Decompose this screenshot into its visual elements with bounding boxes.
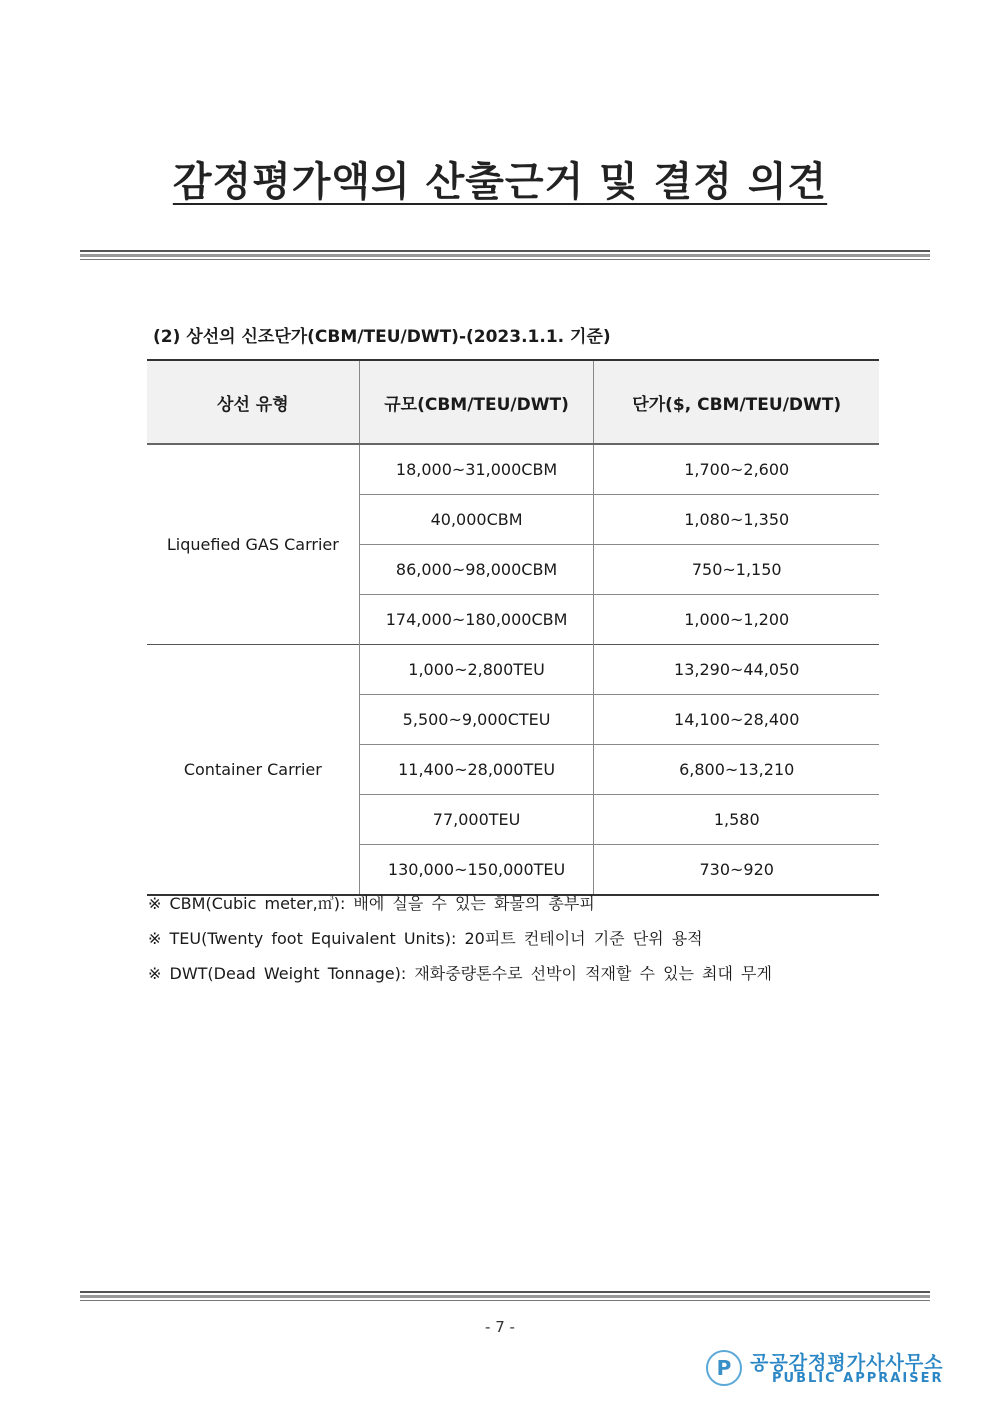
footer-divider (80, 1291, 930, 1301)
organization-logo (706, 1348, 944, 1388)
price-cell: 13,290~44,050 (594, 645, 879, 695)
table-header-row (147, 360, 879, 444)
price-cell: 6,800~13,210 (594, 745, 879, 795)
organization-name-korean: 공공감정평가사사무소 (750, 1352, 944, 1374)
price-cell: 14,100~28,400 (594, 695, 879, 745)
page-number: - 7 - (485, 1318, 515, 1336)
price-cell: 1,700~2,600 (594, 444, 879, 495)
logo-p-icon: P (706, 1350, 742, 1386)
scale-cell: 130,000~150,000TEU (359, 845, 594, 896)
section-title: (2) 상선의 신조단가(CBM/TEU/DWT)-(2023.1.1. 기준) (153, 327, 611, 347)
scale-cell: 77,000TEU (359, 795, 594, 845)
vessel-type-cell: Container Carrier (147, 645, 359, 896)
organization-name-english: PUBLIC APPRAISER (772, 1371, 944, 1386)
scale-cell: 11,400~28,000TEU (359, 745, 594, 795)
header-scale: 규모(CBM/TEU/DWT) (359, 360, 594, 444)
price-cell: 1,080~1,350 (594, 495, 879, 545)
price-cell: 1,580 (594, 795, 879, 845)
footnote-cbm: ※ CBM(Cubic meter,㎥): 배에 실을 수 있는 화물의 총부피 (148, 894, 595, 913)
header-unit-price: 단가($, CBM/TEU/DWT) (594, 360, 879, 444)
table-row (147, 444, 879, 495)
footnote-dwt: ※ DWT(Dead Weight Tonnage): 재화중량톤수로 선박이 적재할 수 있는 최대 무게 (148, 964, 772, 983)
scale-cell: 174,000~180,000CBM (359, 595, 594, 645)
scale-cell: 40,000CBM (359, 495, 594, 545)
table-row (147, 645, 879, 695)
price-cell: 1,000~1,200 (594, 595, 879, 645)
scale-cell: 1,000~2,800TEU (359, 645, 594, 695)
scale-cell: 5,500~9,000CTEU (359, 695, 594, 745)
header-divider (80, 250, 930, 260)
header-vessel-type: 상선 유형 (147, 360, 359, 444)
scale-cell: 18,000~31,000CBM (359, 444, 594, 495)
price-cell: 730~920 (594, 845, 879, 896)
footnotes (148, 891, 772, 996)
footnote-teu: ※ TEU(Twenty foot Equivalent Units): 20피트 컨테이너 기준 단위 용적 (148, 929, 703, 948)
page-title: 감정평가액의 산출근거 및 결정 의견 (172, 159, 828, 205)
vessel-type-cell: Liquefied GAS Carrier (147, 444, 359, 645)
price-cell: 750~1,150 (594, 545, 879, 595)
newbuild-price-table (147, 359, 879, 896)
scale-cell: 86,000~98,000CBM (359, 545, 594, 595)
